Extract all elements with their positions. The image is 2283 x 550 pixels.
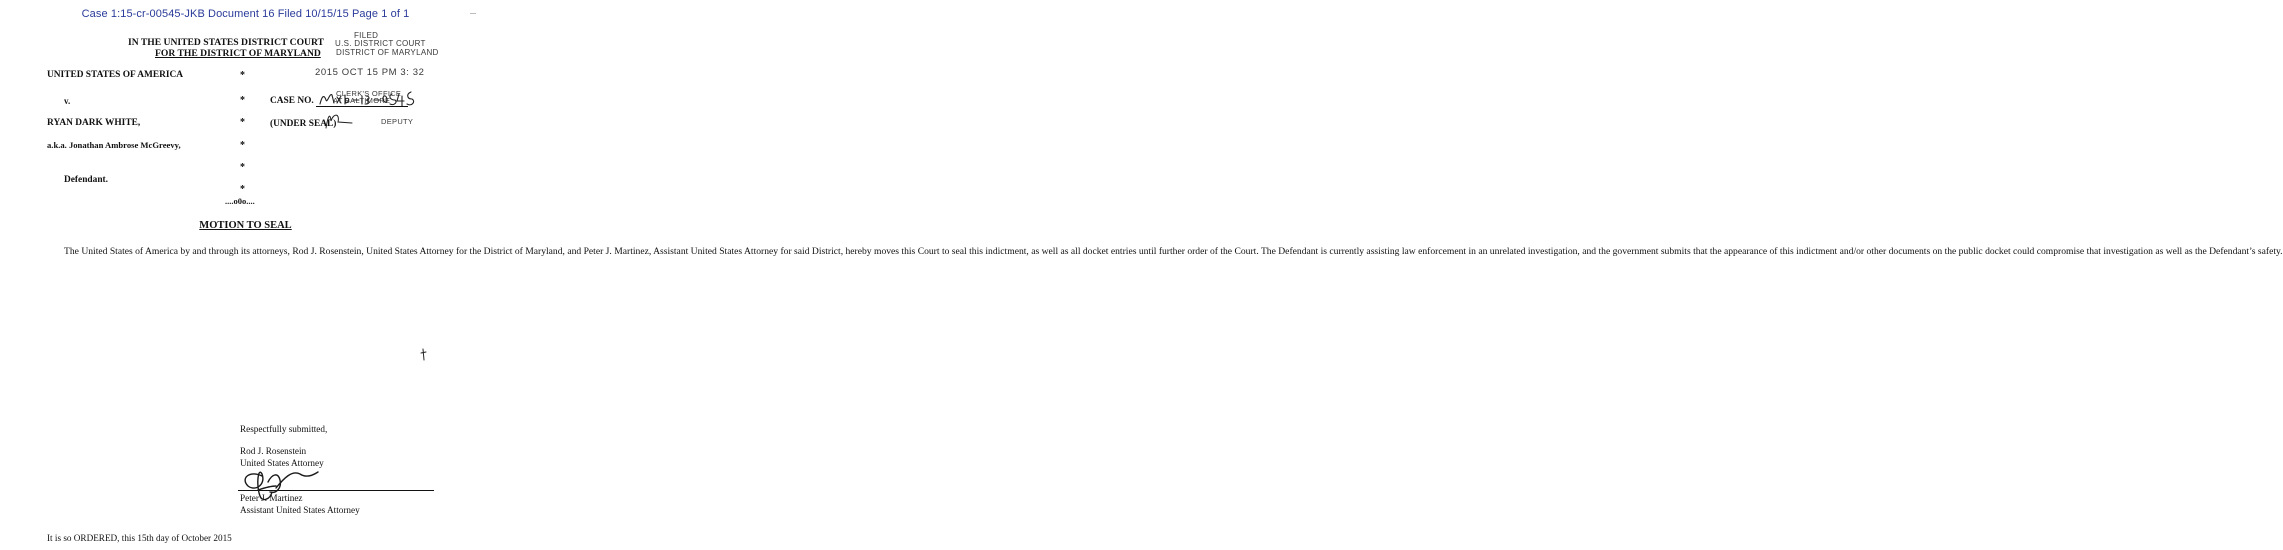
- court-name-line1: IN THE UNITED STATES DISTRICT COURT: [128, 37, 324, 48]
- ausa-name: Peter J. Martinez: [240, 493, 303, 503]
- caption-star: *: [240, 140, 245, 151]
- motion-paragraph: The United States of America by and through its attorneys, Rod J. Rosenstein, United States Attorney for the District of Maryland, and Peter J. Martinez, Assistant United States Attorney for said District, hereby moves this Court to seal this indictment, as well as all docket entries until further order of the Court. The Defendant is currently assisting law enforcement in an unrelated investigation, and the government submits that the appearance of this indictment and/or other documents on the public docket could compromise that investigation as well as the Defendant’s safety.: [64, 246, 2283, 257]
- ausa-title: Assistant United States Attorney: [240, 505, 360, 515]
- case-number-line: [316, 106, 408, 107]
- us-attorney-title: United States Attorney: [240, 458, 324, 468]
- versus: v.: [64, 96, 71, 106]
- stamp-district-court: U.S. DISTRICT COURT: [335, 39, 426, 48]
- caption-star: *: [240, 95, 245, 106]
- stamp-location: AT BALTIMORE: [333, 96, 391, 105]
- caption-star: *: [240, 70, 245, 81]
- signature-line: [238, 490, 434, 491]
- defendant-name: RYAN DARK WHITE,: [47, 118, 141, 128]
- stamp-district: DISTRICT OF MARYLAND: [336, 48, 439, 57]
- closing: Respectfully submitted,: [240, 424, 328, 434]
- caption-star: *: [240, 162, 245, 173]
- caption-separator: ....o0o....: [225, 196, 255, 206]
- caption-star: *: [240, 184, 245, 195]
- stamp-deputy: DEPUTY: [381, 117, 414, 126]
- order-line: It is so ORDERED, this 15th day of October 2015: [47, 533, 232, 543]
- under-seal-label: (UNDER SEAL): [270, 119, 337, 129]
- case-number-label: CASE NO.: [270, 96, 314, 106]
- stamp-filed: FILED: [354, 31, 379, 40]
- stamp-date: 2015 OCT 15 PM 3: 32: [315, 67, 425, 78]
- stamp-clerks-office: CLERK'S OFFICE: [336, 89, 402, 98]
- ecf-header: Case 1:15-cr-00545-JKB Document 16 Filed 10/15/15 Page 1 of 1: [81, 8, 410, 20]
- court-name-line2: FOR THE DISTRICT OF MARYLAND: [155, 48, 321, 59]
- defendant-alias: a.k.a. Jonathan Ambrose McGreevy,: [47, 140, 181, 150]
- motion-title: MOTION TO SEAL: [199, 220, 292, 231]
- us-attorney-name: Rod J. Rosenstein: [240, 446, 307, 456]
- header-mark: [470, 13, 476, 14]
- margin-mark: [421, 349, 426, 360]
- defendant-label: Defendant.: [64, 175, 109, 185]
- caption-star: *: [240, 117, 245, 128]
- motion-body: [46, 240, 2283, 263]
- plaintiff: UNITED STATES OF AMERICA: [47, 70, 184, 80]
